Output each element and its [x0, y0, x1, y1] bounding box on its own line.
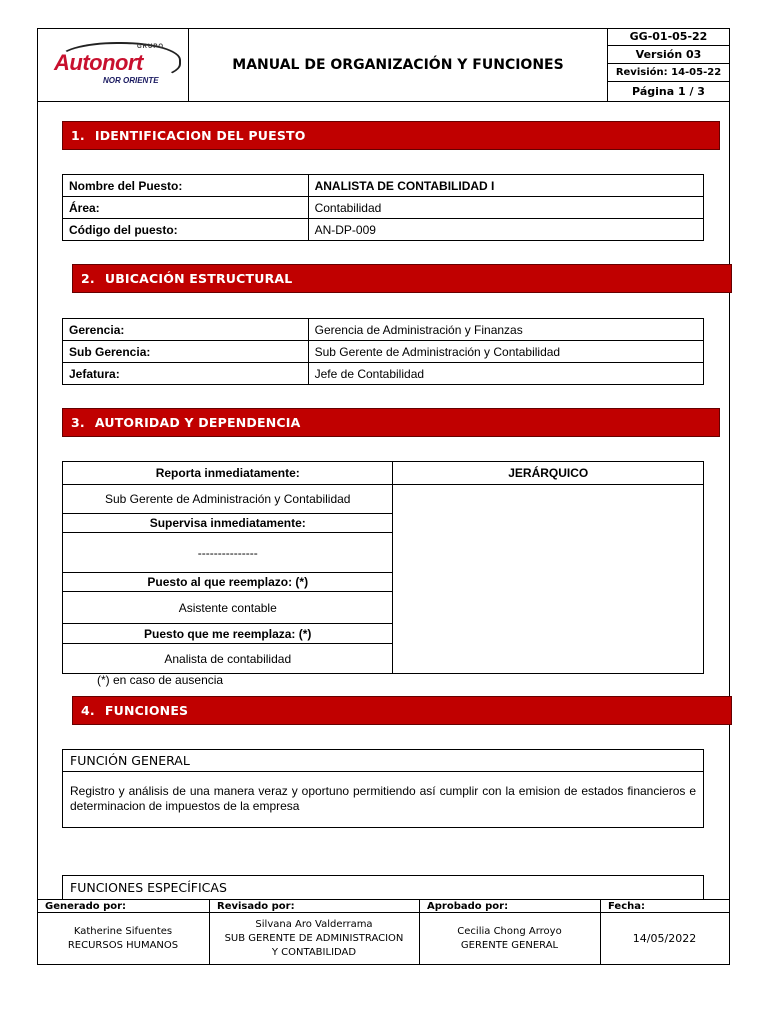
footer-generado: [37, 899, 210, 965]
fecha-value: 14/05/2022: [632, 932, 697, 945]
field-value: Contabilidad: [308, 197, 703, 219]
company-logo: [37, 28, 189, 101]
page-number: Página 1 / 3: [632, 85, 705, 98]
funciones-especificas-title: FUNCIONES ESPECÍFICAS: [62, 875, 704, 900]
logo-group-text: GRUPO: [137, 44, 165, 50]
revisado-role-cont: Y CONTABILIDAD: [271, 947, 357, 958]
field-label: Gerencia:: [63, 319, 309, 341]
field-value: AN-DP-009: [308, 219, 703, 241]
footer-label: Fecha:: [600, 899, 729, 913]
document-header: [37, 28, 730, 102]
funcion-general-text: Registro y análisis de una manera veraz y oportuno permitiendo así cumplir con la emision de estados financieros e determinacion de impuestos de la empresa: [62, 772, 704, 828]
field-label: Nombre del Puesto:: [63, 175, 309, 197]
logo-brand-text: Autonort: [54, 50, 143, 75]
footer-aprobado: [419, 899, 601, 965]
section-4-header: [72, 696, 732, 725]
aprobado-role: GERENTE GENERAL: [460, 940, 559, 951]
supervisa-value: ---------------: [63, 533, 393, 573]
table-row: [63, 197, 704, 219]
document-meta: [607, 28, 729, 101]
table-row: [63, 219, 704, 241]
me-reemplaza-label: Puesto que me reemplaza: (*): [63, 624, 393, 644]
field-label: Área:: [63, 197, 309, 219]
logo-sub-text: NOR ORIENTE: [103, 76, 159, 85]
field-value: Jefe de Contabilidad: [308, 363, 703, 385]
document-title: MANUAL DE ORGANIZACIÓN Y FUNCIONES: [232, 56, 564, 73]
section-title: FUNCIONES: [104, 703, 189, 718]
section-number: 2.: [81, 271, 95, 286]
reporta-value: Sub Gerente de Administración y Contabilidad: [63, 485, 393, 514]
field-value: ANALISTA DE CONTABILIDAD I: [308, 175, 703, 197]
section-title: IDENTIFICACION DEL PUESTO: [94, 128, 306, 143]
field-label: Jefatura:: [63, 363, 309, 385]
reporta-label: Reporta inmediatamente:: [63, 462, 393, 485]
ubicacion-table: [62, 318, 704, 385]
section-number: 3.: [71, 415, 85, 430]
autoridad-table: [62, 461, 704, 674]
table-row: [63, 485, 704, 514]
jerarquico-label: JERÁRQUICO: [393, 462, 704, 485]
document-revision: Revisión: 14-05-22: [608, 64, 729, 82]
document-code: GG-01-05-22: [608, 28, 729, 46]
field-label: Sub Gerencia:: [63, 341, 309, 363]
generado-role: RECURSOS HUMANOS: [67, 940, 179, 951]
table-row: [63, 175, 704, 197]
document-version: Versión 03: [608, 46, 729, 64]
footer-fecha: [600, 899, 729, 965]
section-number: 1.: [71, 128, 85, 143]
table-row: [63, 462, 704, 485]
reemplazo-value: Asistente contable: [63, 592, 393, 624]
footer-revisado: [209, 899, 420, 965]
jerarquico-chart-area: [393, 485, 704, 674]
ausencia-note: (*) en caso de ausencia: [97, 673, 224, 687]
aprobado-name: Cecilia Chong Arroyo: [457, 926, 562, 937]
footer-label: Revisado por:: [209, 899, 419, 913]
identificacion-table: [62, 174, 704, 241]
section-1-header: [62, 121, 720, 150]
section-number: 4.: [81, 703, 95, 718]
table-row: [63, 319, 704, 341]
table-row: [63, 363, 704, 385]
footer-label: Generado por:: [37, 899, 209, 913]
field-label: Código del puesto:: [63, 219, 309, 241]
field-value: Gerencia de Administración y Finanzas: [308, 319, 703, 341]
field-value: Sub Gerente de Administración y Contabilidad: [308, 341, 703, 363]
approval-footer: [37, 899, 730, 965]
generado-name: Katherine Sifuentes: [73, 926, 173, 937]
funcion-general-title: FUNCIÓN GENERAL: [62, 749, 704, 772]
table-row: [63, 341, 704, 363]
footer-label: Aprobado por:: [419, 899, 600, 913]
me-reemplaza-value: Analista de contabilidad: [63, 644, 393, 674]
section-title: UBICACIÓN ESTRUCTURAL: [104, 271, 293, 286]
section-title: AUTORIDAD Y DEPENDENCIA: [94, 415, 301, 430]
section-2-header: [72, 264, 732, 293]
reemplazo-label: Puesto al que reemplazo: (*): [63, 573, 393, 592]
revisado-name: Silvana Aro Valderrama: [255, 919, 373, 930]
supervisa-label: Supervisa inmediatamente:: [63, 514, 393, 533]
section-3-header: [62, 408, 720, 437]
revisado-role: SUB GERENTE DE ADMINISTRACION: [224, 933, 404, 944]
